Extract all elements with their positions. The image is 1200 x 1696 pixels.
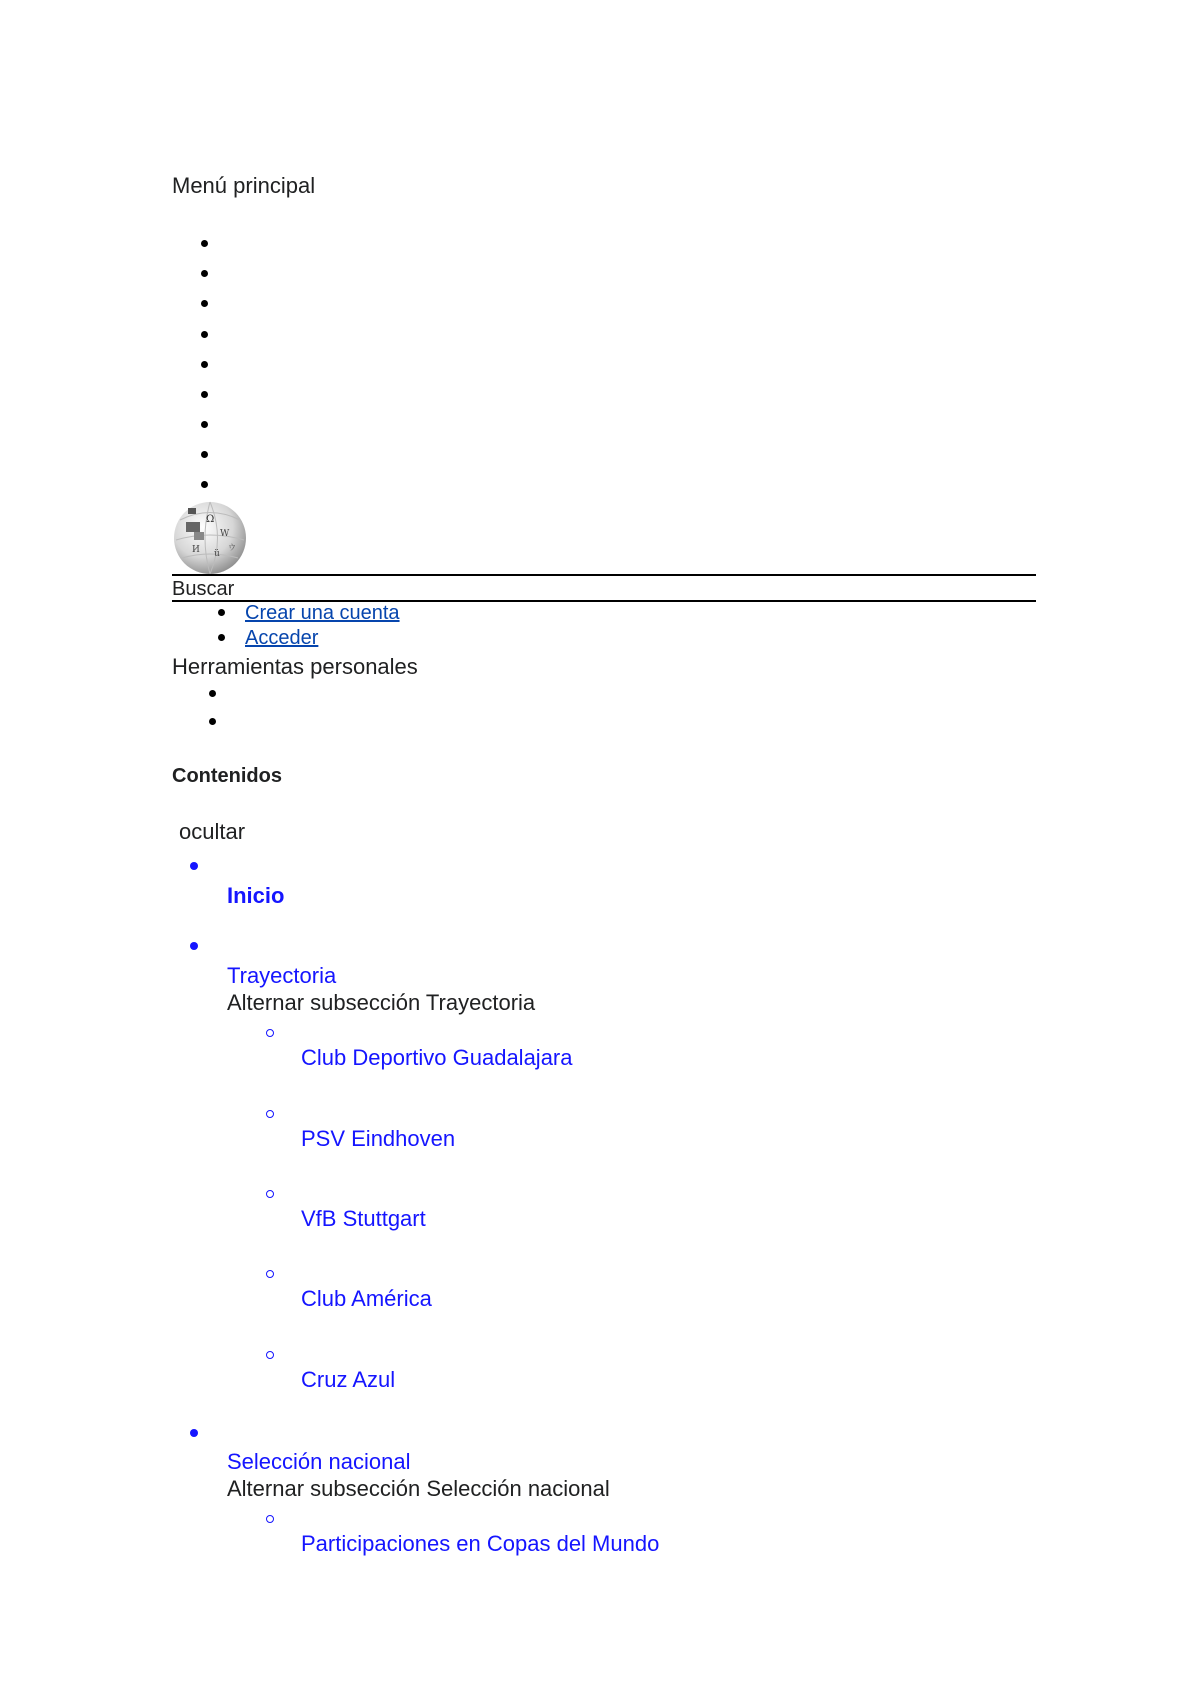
- personal-tools-bullet[interactable]: [209, 690, 216, 697]
- svg-text:ウ: ウ: [228, 543, 236, 552]
- toc-item-cruz-azul[interactable]: Cruz Azul: [301, 1367, 396, 1392]
- svg-text:ü: ü: [214, 549, 220, 559]
- list-bullet: [218, 609, 225, 616]
- list-bullet: [218, 634, 225, 641]
- main-menu-bullet[interactable]: [201, 361, 208, 368]
- toc-item-america[interactable]: Club América: [301, 1286, 432, 1311]
- toc-sub-bullet: [266, 1351, 274, 1359]
- create-account-link[interactable]: Crear una cuenta: [245, 602, 400, 624]
- toc-item-stuttgart[interactable]: VfB Stuttgart: [301, 1206, 426, 1231]
- personal-tools-bullet[interactable]: [209, 718, 216, 725]
- main-menu-bullet[interactable]: [201, 451, 208, 458]
- toc-sub-bullet: [266, 1515, 274, 1523]
- toc-item-seleccion[interactable]: Selección nacional: [227, 1449, 411, 1474]
- main-menu-bullet[interactable]: [201, 391, 208, 398]
- toc-sub-bullet: [266, 1270, 274, 1278]
- main-menu-bullet[interactable]: [201, 481, 208, 488]
- toc-sub-bullet: [266, 1110, 274, 1118]
- toggle-trayectoria-button[interactable]: Alternar subsección Trayectoria: [227, 990, 536, 1015]
- toc-item-copas-mundo[interactable]: Participaciones en Copas del Mundo: [301, 1531, 660, 1556]
- toc-sub-bullet: [266, 1190, 274, 1198]
- main-menu-bullet[interactable]: [201, 300, 208, 307]
- toc-hide-button[interactable]: ocultar: [179, 819, 246, 844]
- toc-sub-bullet: [266, 1029, 274, 1037]
- search-label[interactable]: Buscar: [172, 578, 235, 600]
- toggle-seleccion-button[interactable]: Alternar subsección Selección nacional: [227, 1476, 610, 1501]
- main-menu-bullet[interactable]: [201, 270, 208, 277]
- main-menu-bullet[interactable]: [201, 240, 208, 247]
- toc-bullet: [190, 1429, 198, 1437]
- svg-text:Ω: Ω: [206, 514, 215, 525]
- toc-bullet: [190, 942, 198, 950]
- main-menu-bullet[interactable]: [201, 331, 208, 338]
- personal-tools-heading[interactable]: Herramientas personales: [172, 654, 418, 679]
- toc-item-trayectoria[interactable]: Trayectoria: [227, 963, 337, 988]
- main-menu-heading[interactable]: Menú principal: [172, 173, 316, 198]
- svg-text:W: W: [220, 529, 230, 539]
- toc-item-guadalajara[interactable]: Club Deportivo Guadalajara: [301, 1045, 573, 1070]
- login-link[interactable]: Acceder: [245, 627, 319, 649]
- search-top-border: [172, 574, 1036, 576]
- toc-item-inicio[interactable]: Inicio: [227, 883, 285, 908]
- wikipedia-globe-icon[interactable]: [170, 500, 250, 576]
- toc-title: Contenidos: [172, 765, 282, 787]
- svg-text:И: И: [192, 545, 200, 555]
- main-menu-bullet[interactable]: [201, 421, 208, 428]
- toc-bullet: [190, 862, 198, 870]
- toc-item-psv[interactable]: PSV Eindhoven: [301, 1126, 456, 1151]
